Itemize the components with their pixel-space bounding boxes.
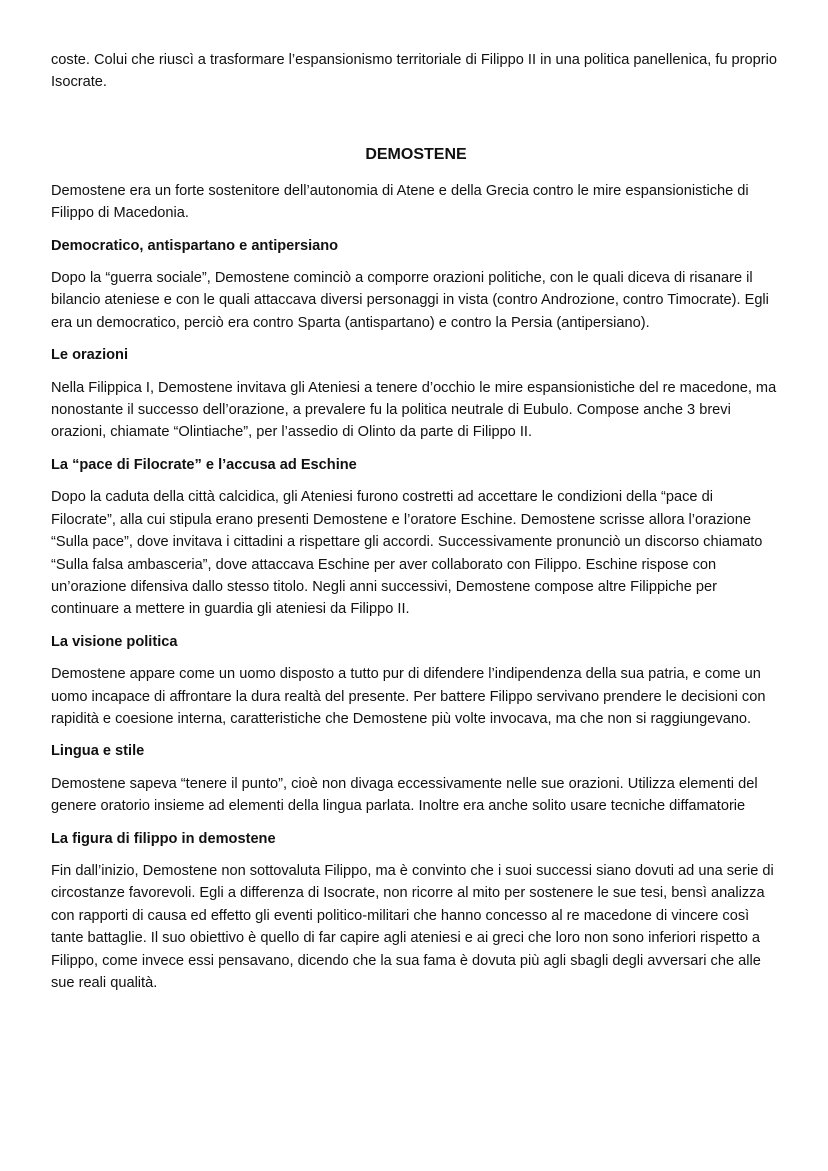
section-body: Nella Filippica I, Demostene invitava gli Ateniesi a tenere d’occhio le mire espansionistiche del re macedone, ma nonostante il successo dell’orazione, a prevalere fu la politica neutrale di Eubulo. Compose anche 3 brevi orazioni, chiamate “Olintiache”, per l’assedio di Olinto da parte di Filippo II.: [51, 379, 777, 441]
document-page: [51, 49, 781, 994]
intro-paragraph: Demostene era un forte sostenitore dell’autonomia di Atene e della Grecia contro le mire espansionistiche di Filippo di Macedonia.: [51, 182, 749, 222]
section-heading: La figura di filippo in demostene: [51, 830, 276, 847]
section-heading: La “pace di Filocrate” e l’accusa ad Eschine: [51, 456, 357, 473]
section-heading: La visione politica: [51, 633, 178, 650]
section-body: Dopo la “guerra sociale”, Demostene cominciò a comporre orazioni politiche, con le quali diceva di risanare il bilancio ateniese e con le quali attaccava diversi personaggi in vista (contro Androzione, contro Timocrate). Egli era un democratico, perciò era contro Sparta (antispartano) e contro la Persia (antipersiano).: [51, 270, 769, 331]
intro-text: coste. Colui che riuscì a trasformare l’espansionismo territoriale di Filippo II in una politica panellenica, fu proprio Isocrate.: [51, 52, 777, 91]
section-heading: Democratico, antispartano e antipersiano: [51, 237, 339, 254]
section-body: Dopo la caduta della città calcidica, gli Ateniesi furono costretti ad accettare le condizioni della “pace di Filocrate”, alla cui stipula erano presenti Demostene e l’oratore Eschine. Demostene scrisse allora l’orazione “Sulla pace”, dove invitava i cittadini a rispettare gli accordi. Successivamente pronunciò un discorso chiamato “Sulla falsa ambasceria”, dove attaccava Eschine per aver collaborato con Filippo. Eschine rispose con un’orazione difensiva dallo stesso titolo. Negli anni successivi, Demostene compose altre Filippiche per continuare a mettere in guardia gli ateniesi da Filippo II.: [51, 489, 763, 618]
section-body: Demostene appare come un uomo disposto a tutto pur di difendere l’indipendenza della sua patria, e come un uomo incapace di affrontare la dura realtà del presente. Per battere Filippo servivano prendere le decisioni con rapidità e coesione interna, caratteristiche che Demostene più volte invocava, ma che non si raggiungevano.: [51, 666, 766, 727]
page-title: DEMOSTENE: [365, 145, 467, 163]
section-body: Fin dall’inizio, Demostene non sottovaluta Filippo, ma è convinto che i suoi successi siano dovuti ad una serie di circostanze favorevoli. Egli a differenza di Isocrate, non ricorre al mito per sostenere le sue tesi, bensì analizza con rapporti di causa ed effetto gli eventi politico-militari che hanno concesso al re macedone di vincere così tante battaglie. Il suo obiettivo è quello di far capire agli ateniesi e ai greci che loro non sono inferiori rispetto a Filippo, come invece essi pensavano, dicendo che la sua fama è dovuta più agli sbagli degli avversari che alle sue reali qualità.: [51, 862, 774, 991]
section-heading: Lingua e stile: [51, 743, 145, 760]
section-body: Demostene sapeva “tenere il punto”, cioè non divaga eccessivamente nelle sue orazioni. Utilizza elementi del genere oratorio insieme ad elementi della lingua parlata. Inoltre era anche solito usare tecniche diffamatorie: [51, 775, 758, 815]
section-heading: Le orazioni: [51, 347, 129, 364]
